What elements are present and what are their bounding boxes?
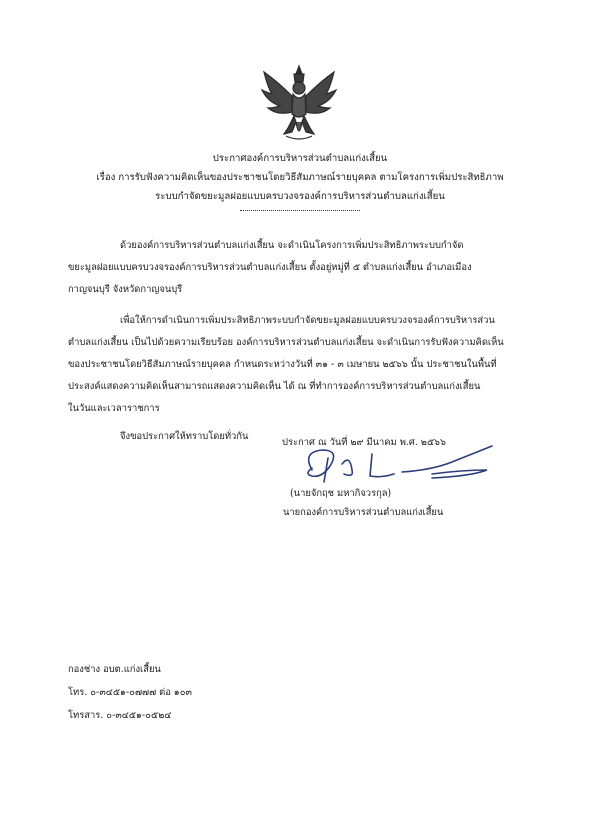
body-p1-line2: ขยะมูลฝอยแบบครบวงจรองค์การบริหารส่วนตำบลแก่งเสี้ยน ตั้งอยู่หมู่ที่ ๕ ตำบลแก่งเสี้ยน อำเภอเมือง	[68, 262, 472, 273]
announcement-title: ประกาศองค์การบริหารส่วนตำบลแก่งเสี้ยน	[212, 153, 388, 164]
signer-name: (นายจักฤช มหากิจวรกุล)	[290, 488, 392, 499]
announcement-subject: เรื่อง การรับฟังความคิดเห็นของประชาชนโดยวิธีสัมภาษณ์รายบุคคล ตามโครงการเพิ่มประสิทธิภาพ	[96, 172, 504, 183]
body-p1-line1: ด้วยองค์การบริหารส่วนตำบลแก่งเสี้ยน จะดำเนินโครงการเพิ่มประสิทธิภาพระบบกำจัด	[120, 240, 464, 251]
body-p2-line5: ในวันและเวลาราชการ	[68, 403, 160, 414]
garuda-emblem-icon	[258, 62, 340, 144]
handwritten-signature	[282, 440, 502, 490]
signer-position: นายกองค์การบริหารส่วนตำบลแก่งเสี้ยน	[283, 507, 444, 518]
body-p2-line4: ประสงค์แสดงความคิดเห็นสามารถแสดงความคิดเห็น ได้ ณ ที่ทำการองค์การบริหารส่วนตำบลแก่งเสี้ยน	[68, 381, 481, 392]
body-p2-line2: ตำบลแก่งเสี้ยน เป็นไปด้วยความเรียบร้อย องค์การบริหารส่วนตำบลแก่งเสี้ยน จะดำเนินการรับฟังความคิดเห็น	[68, 337, 504, 348]
closing-text: จึงขอประกาศให้ทราบโดยทั่วกัน	[120, 431, 249, 442]
body-p1-line3: กาญจนบุรี จังหวัดกาญจนบุรี	[68, 284, 183, 295]
footer-fax: โทรสาร. ๐-๓๔๕๑-๐๕๒๔	[68, 710, 172, 721]
announcement-date: ประกาศ ณ วันที่ ๒๙ มีนาคม พ.ศ. ๒๕๖๖	[282, 437, 446, 448]
body-p2-line3: ของประชาชนโดยวิธีสัมภาษณ์รายบุคคล กำหนดระหว่างวันที่ ๓๑ - ๓ เมษายน ๒๕๖๖ นั้น ประชาชนในพื้นที่	[68, 359, 497, 370]
footer-phone: โทร. ๐-๓๔๕๑-๐๗๗๗ ต่อ ๑๐๓	[68, 687, 192, 698]
footer-department: กองช่าง อบต.แก่งเสี้ยน	[68, 664, 161, 675]
announcement-subject-cont: ระบบกำจัดขยะมูลฝอยแบบครบวงจรองค์การบริหารส่วนตำบลแก่งเสี้ยน	[155, 191, 445, 202]
divider	[240, 209, 360, 211]
body-p2-line1: เพื่อให้การดำเนินการเพิ่มประสิทธิภาพระบบกำจัดขยะมูลฝอยแบบครบวงจรองค์การบริหารส่วน	[120, 315, 495, 326]
